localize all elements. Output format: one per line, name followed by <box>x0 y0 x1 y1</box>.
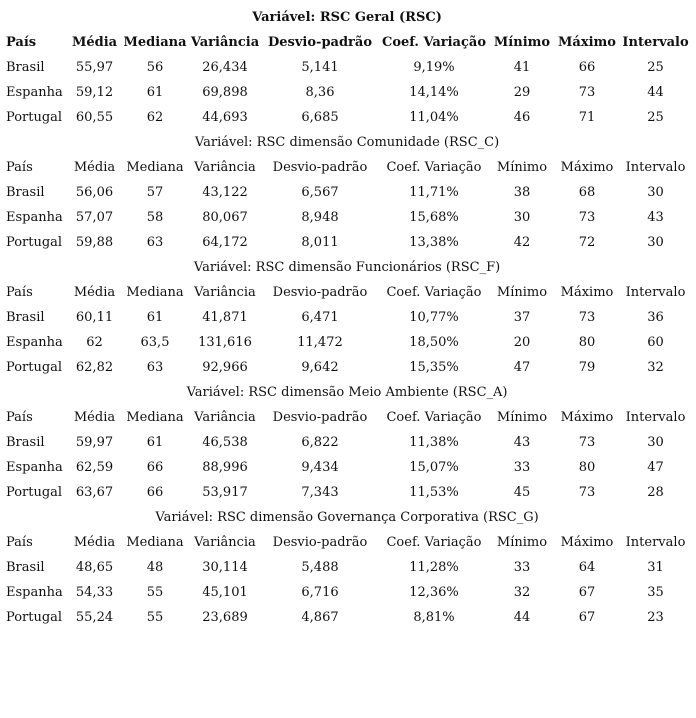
value-cell: 73 <box>578 310 596 325</box>
value-cell: 55,24 <box>75 610 114 625</box>
column-header: Máximo <box>558 35 616 50</box>
column-header: Intervalo <box>625 285 686 300</box>
value-cell: 63,67 <box>75 485 114 500</box>
section-title: Variável: RSC dimensão Meio Ambiente (RSC_A) <box>186 385 508 400</box>
column-header: Mínimo <box>496 410 548 425</box>
column-header: Mediana <box>126 410 184 425</box>
value-cell: 47 <box>647 460 664 475</box>
value-cell: 88,996 <box>202 460 248 475</box>
value-cell: 48,65 <box>75 560 114 575</box>
column-header: País <box>6 285 33 300</box>
column-header: Mediana <box>126 160 184 175</box>
value-cell: 73 <box>578 485 596 500</box>
column-header: Média <box>73 410 116 425</box>
value-cell: 23,689 <box>202 610 248 625</box>
column-header-row <box>2 280 692 305</box>
value-cell: 57 <box>146 185 164 200</box>
column-header: Média <box>73 160 116 175</box>
value-cell: 58 <box>146 210 164 225</box>
value-cell: 5,141 <box>301 60 339 75</box>
section-title: Variável: RSC Geral (RSC) <box>252 10 442 25</box>
value-cell: 63 <box>146 360 164 375</box>
value-cell: 30 <box>647 185 664 200</box>
column-header: Média <box>71 35 118 50</box>
section-title-row <box>2 255 692 280</box>
section-title: Variável: RSC dimensão Governança Corporativa (RSC_G) <box>155 510 539 525</box>
table-row <box>2 480 692 505</box>
column-header: Mediana <box>123 35 187 50</box>
table-row <box>2 580 692 605</box>
country-cell: Portugal <box>6 235 63 250</box>
table-row <box>2 555 692 580</box>
value-cell: 44 <box>513 610 531 625</box>
column-header: País <box>6 410 33 425</box>
value-cell: 30,114 <box>202 560 248 575</box>
table-row <box>2 80 692 105</box>
value-cell: 55 <box>146 610 164 625</box>
column-header: Coef. Variação <box>386 160 482 175</box>
column-header: Variância <box>190 35 260 50</box>
table-row <box>2 305 692 330</box>
value-cell: 43 <box>647 210 664 225</box>
value-cell: 14,14% <box>409 85 459 100</box>
value-cell: 4,867 <box>301 610 339 625</box>
country-cell: Espanha <box>6 585 63 600</box>
column-header: Desvio-padrão <box>272 160 368 175</box>
column-header: Variância <box>194 160 256 175</box>
value-cell: 66 <box>578 60 596 75</box>
value-cell: 6,471 <box>301 310 339 325</box>
value-cell: 33 <box>513 560 531 575</box>
value-cell: 54,33 <box>75 585 114 600</box>
value-cell: 56,06 <box>75 185 114 200</box>
value-cell: 25 <box>647 60 664 75</box>
column-header: Máximo <box>560 160 614 175</box>
column-header: Variância <box>194 410 256 425</box>
value-cell: 59,12 <box>75 85 114 100</box>
value-cell: 60,11 <box>75 310 114 325</box>
table-row <box>2 230 692 255</box>
column-header: País <box>6 35 37 50</box>
value-cell: 67 <box>578 585 596 600</box>
value-cell: 66 <box>146 460 164 475</box>
statistics-table <box>2 5 692 630</box>
value-cell: 6,716 <box>301 585 339 600</box>
value-cell: 30 <box>647 435 664 450</box>
value-cell: 47 <box>513 360 531 375</box>
value-cell: 46 <box>513 110 531 125</box>
country-cell: Portugal <box>6 110 63 125</box>
value-cell: 42 <box>513 235 531 250</box>
value-cell: 44 <box>647 85 664 100</box>
column-header: País <box>6 535 33 550</box>
country-cell: Espanha <box>6 460 63 475</box>
table-row <box>2 605 692 630</box>
value-cell: 11,71% <box>409 185 459 200</box>
country-cell: Portugal <box>6 610 63 625</box>
value-cell: 6,822 <box>301 435 339 450</box>
column-header: Mediana <box>126 535 184 550</box>
column-header: Mínimo <box>496 535 548 550</box>
column-header: Variância <box>194 285 256 300</box>
section-title: Variável: RSC dimensão Comunidade (RSC_C) <box>194 135 500 150</box>
value-cell: 56 <box>146 60 164 75</box>
value-cell: 15,35% <box>409 360 459 375</box>
value-cell: 66 <box>146 485 164 500</box>
value-cell: 38 <box>513 185 531 200</box>
table-row <box>2 55 692 80</box>
value-cell: 12,36% <box>409 585 459 600</box>
column-header: Coef. Variação <box>381 35 486 50</box>
column-header: Mediana <box>126 285 184 300</box>
value-cell: 62,82 <box>75 360 114 375</box>
country-cell: Brasil <box>6 60 45 75</box>
column-header: Máximo <box>560 410 614 425</box>
value-cell: 64 <box>578 560 596 575</box>
value-cell: 5,488 <box>301 560 339 575</box>
value-cell: 63 <box>146 235 164 250</box>
value-cell: 41 <box>513 60 531 75</box>
column-header: Desvio-padrão <box>272 535 368 550</box>
section-title-row <box>2 505 692 530</box>
value-cell: 11,38% <box>409 435 459 450</box>
table-row <box>2 355 692 380</box>
column-header: Média <box>73 285 116 300</box>
column-header: Mínimo <box>496 160 548 175</box>
column-header: Desvio-padrão <box>272 285 368 300</box>
column-header: Variância <box>194 535 256 550</box>
value-cell: 69,898 <box>202 85 248 100</box>
value-cell: 43 <box>513 435 531 450</box>
country-cell: Brasil <box>6 310 45 325</box>
value-cell: 32 <box>513 585 531 600</box>
value-cell: 10,77% <box>409 310 459 325</box>
value-cell: 11,04% <box>409 110 459 125</box>
value-cell: 131,616 <box>198 335 252 350</box>
value-cell: 30 <box>647 235 664 250</box>
value-cell: 60 <box>647 335 664 350</box>
value-cell: 59,97 <box>75 435 114 450</box>
column-header-row <box>2 155 692 180</box>
value-cell: 59,88 <box>75 235 114 250</box>
table-row <box>2 330 692 355</box>
value-cell: 25 <box>647 110 664 125</box>
value-cell: 61 <box>146 435 164 450</box>
value-cell: 11,472 <box>297 335 343 350</box>
value-cell: 63,5 <box>140 335 170 350</box>
value-cell: 48 <box>146 560 164 575</box>
value-cell: 60,55 <box>75 110 114 125</box>
value-cell: 73 <box>578 85 596 100</box>
value-cell: 13,38% <box>409 235 459 250</box>
value-cell: 8,36 <box>305 85 335 100</box>
section-title-row <box>2 380 692 405</box>
value-cell: 64,172 <box>202 235 248 250</box>
column-header: Coef. Variação <box>386 535 482 550</box>
value-cell: 61 <box>146 85 164 100</box>
value-cell: 23 <box>647 610 664 625</box>
value-cell: 71 <box>578 110 596 125</box>
value-cell: 37 <box>513 310 531 325</box>
value-cell: 55 <box>146 585 164 600</box>
value-cell: 45,101 <box>202 585 248 600</box>
value-cell: 8,011 <box>301 235 339 250</box>
table-row <box>2 105 692 130</box>
value-cell: 57,07 <box>75 210 114 225</box>
value-cell: 8,81% <box>413 610 455 625</box>
country-cell: Brasil <box>6 185 45 200</box>
value-cell: 45 <box>513 485 531 500</box>
value-cell: 80 <box>578 460 596 475</box>
value-cell: 80 <box>578 335 596 350</box>
value-cell: 9,434 <box>301 460 339 475</box>
value-cell: 41,871 <box>202 310 248 325</box>
value-cell: 7,343 <box>301 485 339 500</box>
column-header: Máximo <box>560 285 614 300</box>
value-cell: 20 <box>513 335 531 350</box>
value-cell: 32 <box>647 360 664 375</box>
value-cell: 28 <box>647 485 664 500</box>
value-cell: 26,434 <box>202 60 248 75</box>
value-cell: 6,685 <box>301 110 339 125</box>
column-header-row <box>2 30 692 55</box>
column-header: Mínimo <box>496 285 548 300</box>
value-cell: 35 <box>647 585 664 600</box>
column-header: Mínimo <box>493 35 551 50</box>
value-cell: 73 <box>578 435 596 450</box>
value-cell: 8,948 <box>301 210 339 225</box>
column-header: País <box>6 160 33 175</box>
column-header: Desvio-padrão <box>272 410 368 425</box>
column-header: Média <box>73 535 116 550</box>
column-header: Intervalo <box>625 160 686 175</box>
value-cell: 62 <box>86 335 103 350</box>
value-cell: 92,966 <box>202 360 248 375</box>
table-row <box>2 205 692 230</box>
value-cell: 18,50% <box>409 335 459 350</box>
value-cell: 9,19% <box>413 60 455 75</box>
value-cell: 55,97 <box>75 60 114 75</box>
value-cell: 31 <box>647 560 664 575</box>
table-row <box>2 180 692 205</box>
country-cell: Portugal <box>6 360 63 375</box>
value-cell: 30 <box>513 210 531 225</box>
value-cell: 33 <box>513 460 531 475</box>
column-header-row <box>2 530 692 555</box>
column-header: Intervalo <box>625 410 686 425</box>
column-header: Coef. Variação <box>386 410 482 425</box>
section-title-row <box>2 130 692 155</box>
value-cell: 79 <box>578 360 596 375</box>
country-cell: Espanha <box>6 85 63 100</box>
value-cell: 61 <box>146 310 164 325</box>
column-header: Coef. Variação <box>386 285 482 300</box>
country-cell: Espanha <box>6 335 63 350</box>
column-header: Desvio-padrão <box>268 35 372 50</box>
column-header: Intervalo <box>622 35 689 50</box>
value-cell: 68 <box>578 185 596 200</box>
value-cell: 67 <box>578 610 596 625</box>
value-cell: 62 <box>146 110 164 125</box>
value-cell: 11,53% <box>409 485 459 500</box>
column-header: Máximo <box>560 535 614 550</box>
value-cell: 80,067 <box>202 210 248 225</box>
value-cell: 6,567 <box>301 185 339 200</box>
section-title: Variável: RSC dimensão Funcionários (RSC_F) <box>193 260 501 275</box>
value-cell: 73 <box>578 210 596 225</box>
value-cell: 72 <box>578 235 596 250</box>
section-title-row <box>2 5 692 30</box>
value-cell: 9,642 <box>301 360 339 375</box>
value-cell: 36 <box>647 310 664 325</box>
value-cell: 11,28% <box>409 560 459 575</box>
value-cell: 43,122 <box>202 185 248 200</box>
country-cell: Portugal <box>6 485 63 500</box>
column-header-row <box>2 405 692 430</box>
column-header: Intervalo <box>625 535 686 550</box>
table-row <box>2 455 692 480</box>
value-cell: 29 <box>513 85 531 100</box>
country-cell: Brasil <box>6 435 45 450</box>
country-cell: Espanha <box>6 210 63 225</box>
value-cell: 46,538 <box>202 435 248 450</box>
value-cell: 53,917 <box>202 485 248 500</box>
value-cell: 15,07% <box>409 460 459 475</box>
country-cell: Brasil <box>6 560 45 575</box>
value-cell: 44,693 <box>202 110 248 125</box>
table-row <box>2 430 692 455</box>
value-cell: 62,59 <box>75 460 114 475</box>
value-cell: 15,68% <box>409 210 459 225</box>
